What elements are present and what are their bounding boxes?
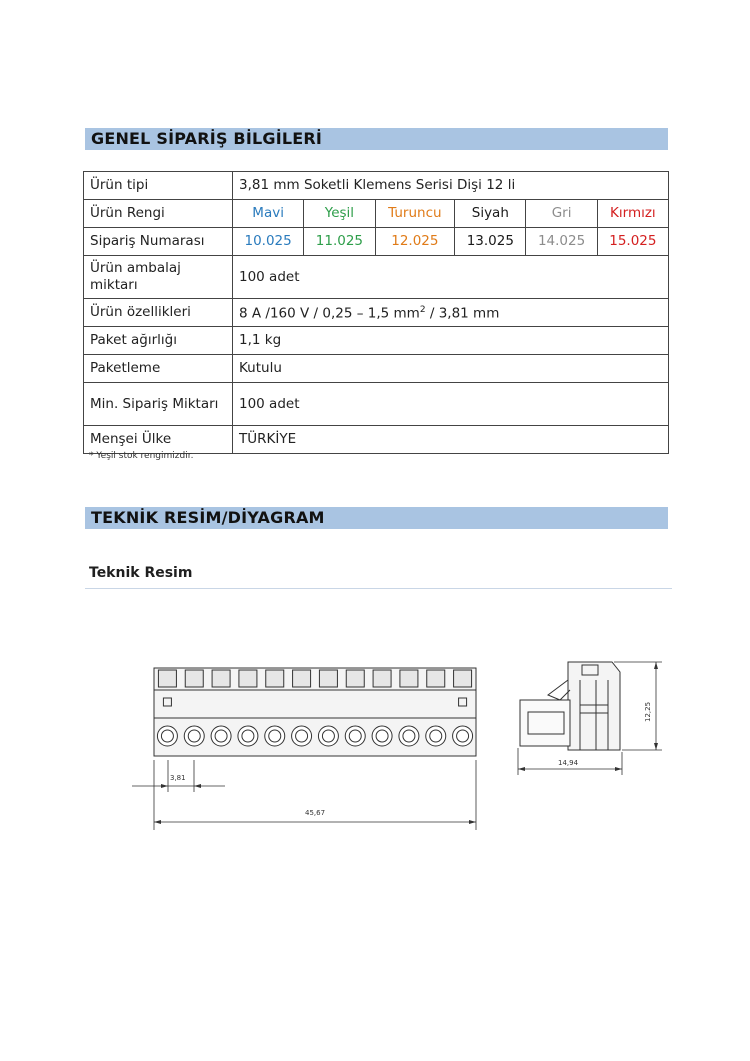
row-label: Sipariş Numarası (84, 228, 233, 256)
pin-top-slot (427, 670, 445, 687)
section-title-teknik-resim: TEKNİK RESİM/DİYAGRAM (85, 507, 668, 529)
row-label: Ürün Rengi (84, 200, 233, 228)
connector-side-view (520, 662, 620, 750)
arrow (654, 662, 658, 669)
side-clip (548, 680, 570, 700)
pin-top-slot (373, 670, 391, 687)
pin-hole-outer (345, 726, 365, 746)
dim-label-height: 12,25 (644, 701, 652, 722)
spec-text: 8 A /160 V / 0,25 – 1,5 mm (239, 305, 420, 322)
color-cell: Siyah (455, 200, 526, 228)
pin-top-slot (158, 670, 176, 687)
pin-top-slot (319, 670, 337, 687)
spec-superscript: 2 (419, 305, 426, 316)
row-label: Menşei Ülke (84, 426, 233, 454)
pin-hole-outer (265, 726, 285, 746)
pin-top-slot (293, 670, 311, 687)
pin-top-slot (346, 670, 364, 687)
pin-top-slot (400, 670, 418, 687)
row-label: Ürün ambalaj miktarı (84, 256, 233, 299)
arrow (469, 820, 476, 824)
connector-front-view (154, 668, 476, 756)
order-number-cell: 14.025 (526, 228, 597, 256)
order-number-cell: 11.025 (304, 228, 375, 256)
row-value: 3,81 mm Soketli Klemens Serisi Dişi 12 li (233, 172, 669, 200)
row-label: Ürün özellikleri (84, 299, 233, 327)
arrow (194, 784, 201, 788)
pin-hole-outer (292, 726, 312, 746)
pin-hole-outer (453, 726, 473, 746)
row-value: 100 adet (233, 383, 669, 426)
row-label: Min. Sipariş Miktarı (84, 383, 233, 426)
pin-top-slot (212, 670, 230, 687)
pin-hole-outer (238, 726, 258, 746)
color-cell: Gri (526, 200, 597, 228)
pin-hole-outer (318, 726, 338, 746)
row-label: Ürün tipi (84, 172, 233, 200)
dim-label-length: 45,67 (305, 809, 326, 817)
row-label: Paketleme (84, 355, 233, 383)
subheading-teknik-resim: Teknik Resim (89, 565, 193, 581)
dim-label-pitch: 3,81 (170, 774, 186, 782)
pin-hole-outer (184, 726, 204, 746)
row-label: Paket ağırlığı (84, 327, 233, 355)
pin-hole-outer (211, 726, 231, 746)
arrow (161, 784, 168, 788)
order-number-cell: 10.025 (233, 228, 304, 256)
footnote: * Yeşil stok rengimizdir. (89, 451, 194, 461)
row-value: TÜRKİYE (233, 426, 669, 454)
pin-hole-outer (372, 726, 392, 746)
pin-top-slot (185, 670, 203, 687)
order-number-cell: 13.025 (455, 228, 526, 256)
color-cell: Mavi (233, 200, 304, 228)
pin-hole-outer (399, 726, 419, 746)
color-cell: Turuncu (375, 200, 455, 228)
row-value: 1,1 kg (233, 327, 669, 355)
spec-text-tail: / 3,81 mm (425, 305, 500, 322)
pin-hole-outer (426, 726, 446, 746)
arrow (615, 767, 622, 771)
arrow (154, 820, 161, 824)
pin-top-slot (239, 670, 257, 687)
pin-top-slot (454, 670, 472, 687)
dim-label-width: 14,94 (558, 759, 579, 767)
row-value: Kutulu (233, 355, 669, 383)
pin-hole-outer (157, 726, 177, 746)
order-number-cell: 15.025 (597, 228, 668, 256)
color-cell: Kırmızı (597, 200, 668, 228)
arrow (518, 767, 525, 771)
color-cell: Yeşil (304, 200, 375, 228)
order-number-cell: 12.025 (375, 228, 455, 256)
section-title-genel-siparis: GENEL SİPARİŞ BİLGİLERİ (85, 128, 668, 150)
pin-top-slot (266, 670, 284, 687)
arrow (654, 743, 658, 750)
row-value: 100 adet (233, 256, 669, 299)
